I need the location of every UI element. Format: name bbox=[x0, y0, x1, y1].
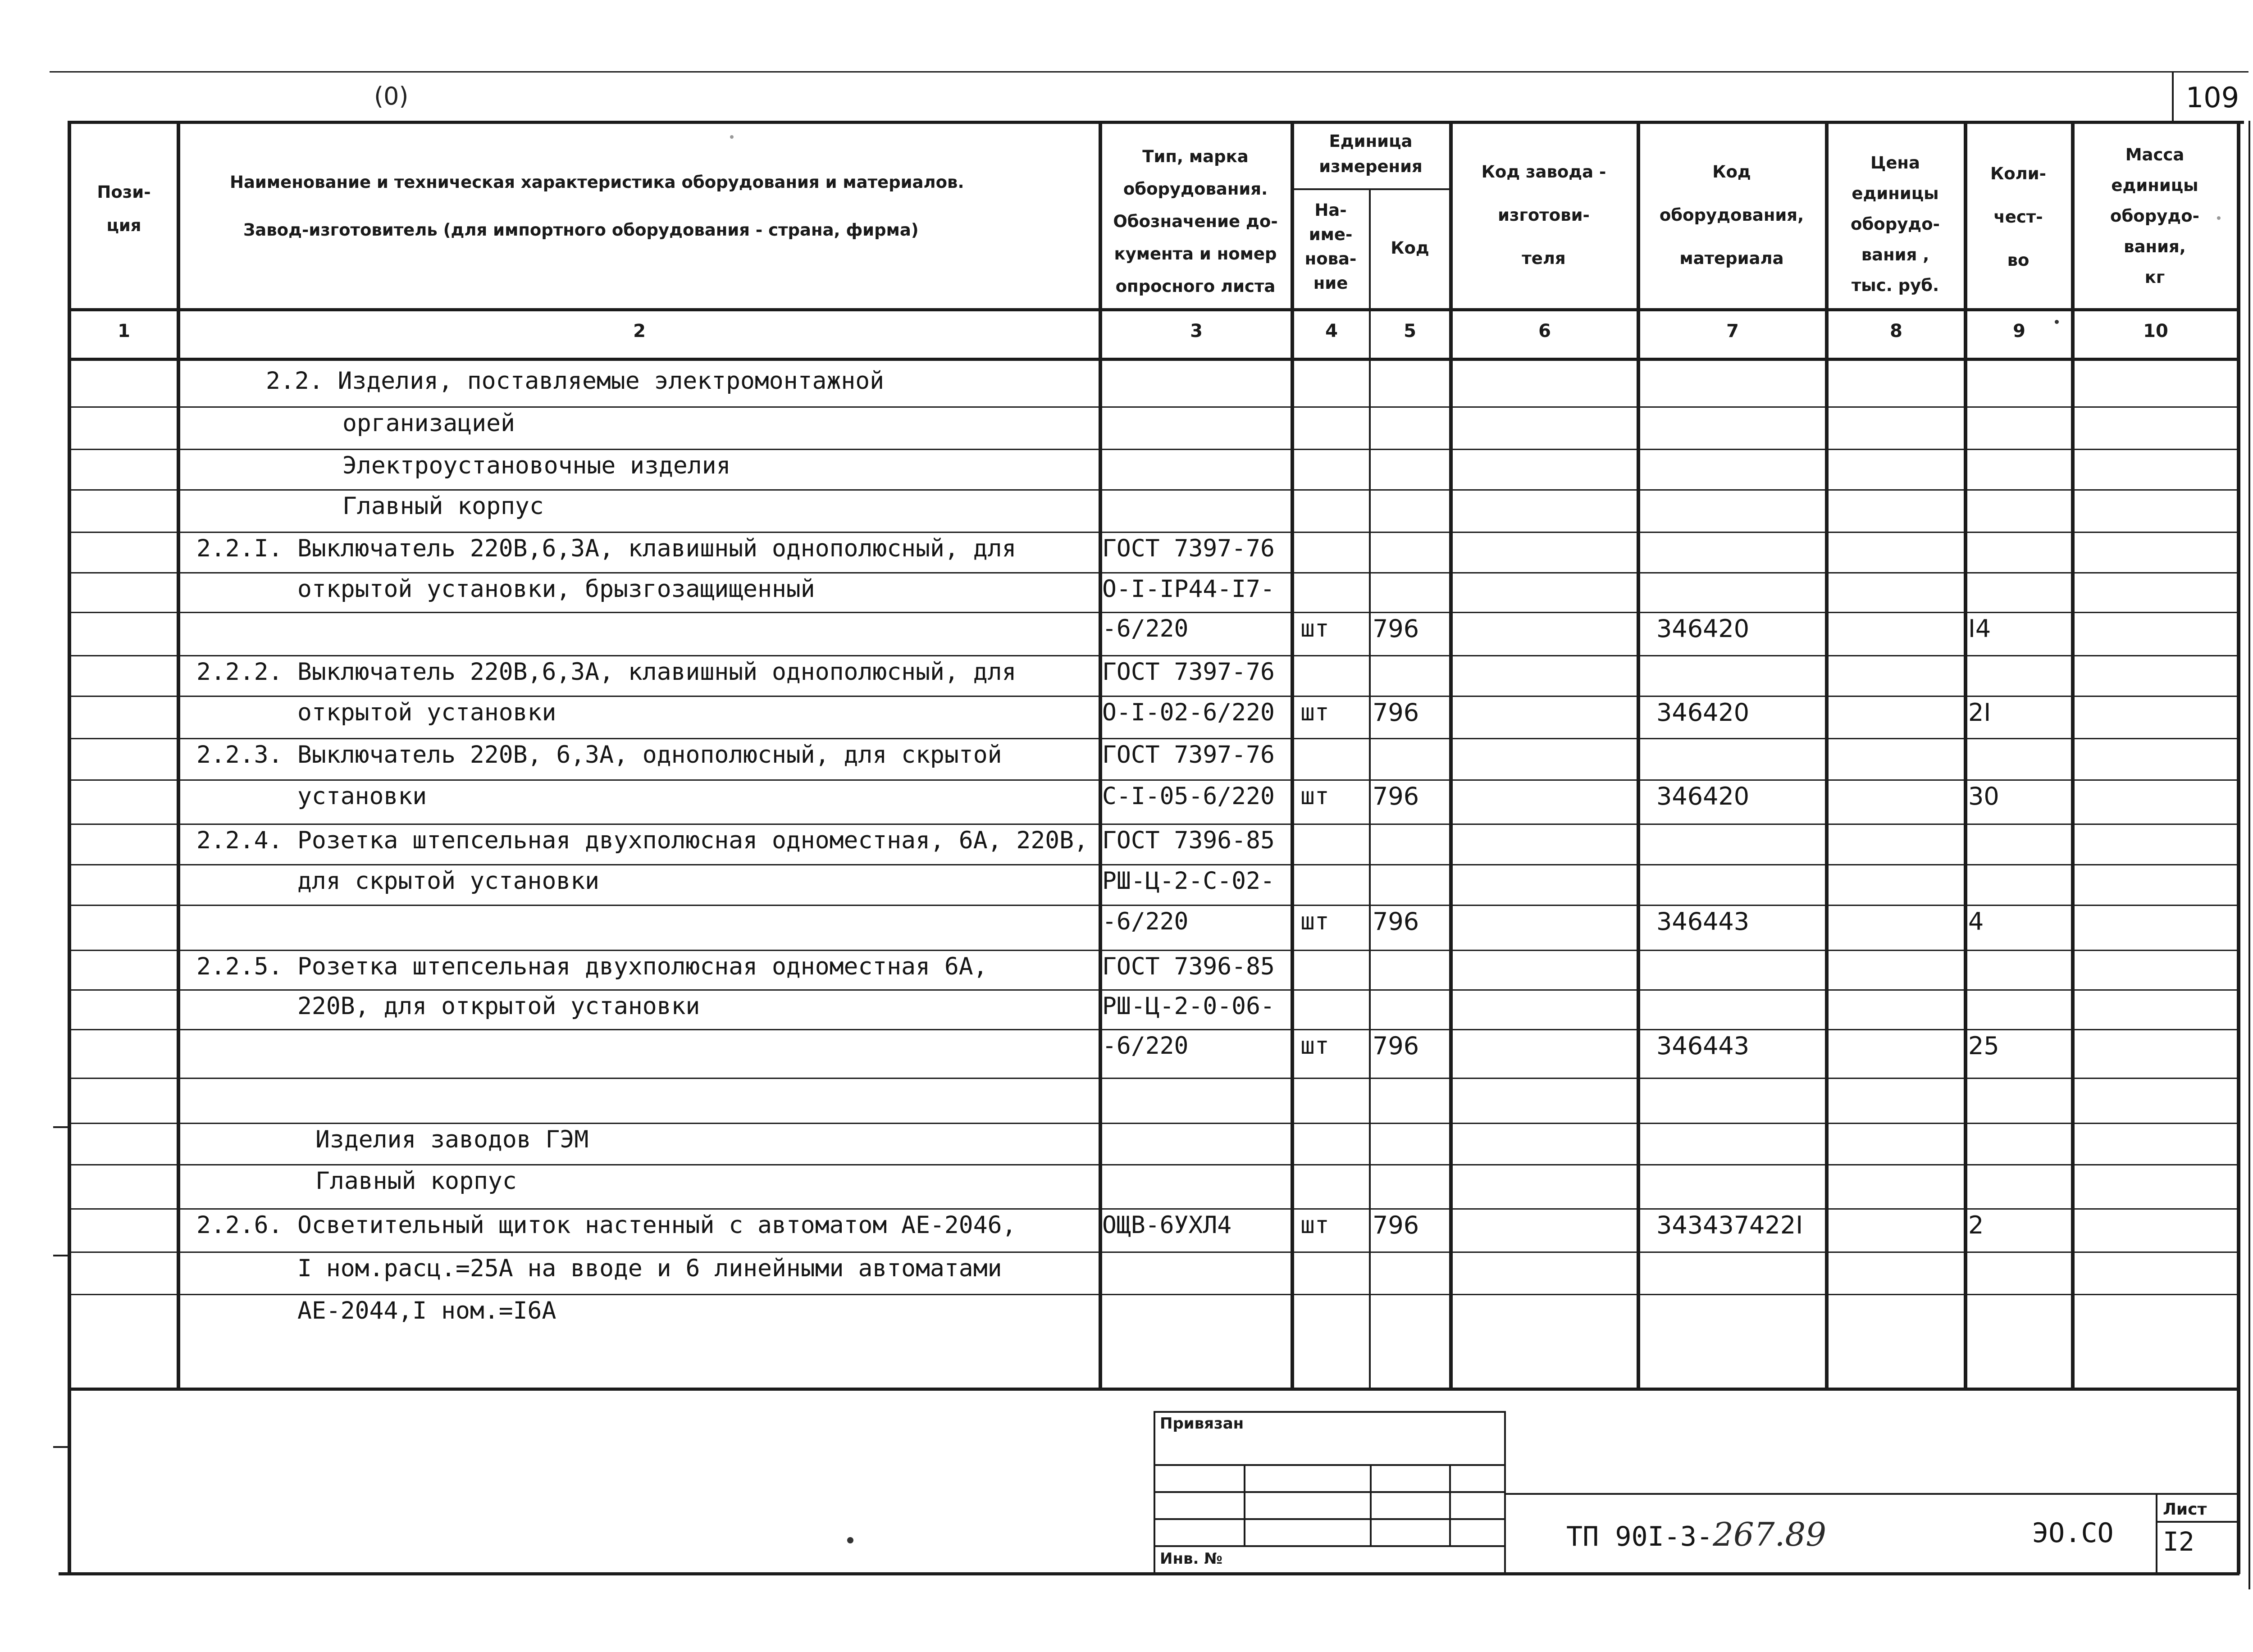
scan-speck bbox=[2055, 320, 2059, 324]
stamp-row-line-4 bbox=[1154, 1545, 1505, 1547]
row-separator bbox=[68, 406, 2239, 408]
header-unit-group: Единица измерения bbox=[1319, 132, 1423, 176]
cell-pos: 2.2.6. bbox=[196, 1211, 283, 1239]
cell-unit: шт bbox=[1300, 783, 1329, 810]
cell-type: ГОСТ 7397-76 bbox=[1102, 741, 1275, 769]
cell-type: О-I-02-6/220 bbox=[1102, 699, 1275, 726]
header-unit-mass: Масса единицы оборудо- вания, кг bbox=[2110, 145, 2199, 287]
cell-pos: 2.2.5. bbox=[196, 953, 283, 980]
cell-type: ГОСТ 7396-85 bbox=[1102, 953, 1275, 980]
cell-qty: 30 bbox=[1968, 782, 1999, 810]
cell-type: ОЩВ-6УХЛ4 bbox=[1102, 1211, 1232, 1239]
cell-name: I ном.расц.=25А на вводе и 6 линейными автоматами bbox=[297, 1255, 1002, 1282]
cell-code: 796 bbox=[1373, 782, 1419, 810]
col-num-4: 4 bbox=[1325, 321, 1338, 341]
cell-name: Выключатель 220В, 6,3А, однополюсный, для скрытой bbox=[297, 741, 1002, 769]
cell-name: установки bbox=[297, 783, 427, 810]
cell-name: Осветительный щиток настенный с автоматом АЕ-2046, bbox=[297, 1211, 1017, 1239]
frame-left-border bbox=[68, 121, 71, 1574]
cell-code: 796 bbox=[1373, 1211, 1419, 1239]
cell-type: РШ-Ц-2-С-02- bbox=[1102, 867, 1275, 895]
cell-name: Электроустановочные изделия bbox=[342, 452, 731, 479]
header-type: Тип, марка оборудования. Обозначение до- кумента и номер опросного листа bbox=[1113, 147, 1278, 296]
row-separator bbox=[68, 824, 2239, 825]
row-separator bbox=[68, 1164, 2239, 1165]
row-separator bbox=[68, 989, 2239, 991]
scan-speck bbox=[847, 1537, 853, 1543]
cell-name: Главный корпус bbox=[342, 492, 544, 520]
stamp-bound-label: Привязан bbox=[1160, 1415, 1244, 1433]
cell-unit: шт bbox=[1300, 699, 1329, 726]
stamp-row-line-2 bbox=[1154, 1491, 1505, 1493]
col-num-2: 2 bbox=[633, 321, 646, 341]
cell-type: ГОСТ 7397-76 bbox=[1102, 535, 1275, 562]
row-separator bbox=[68, 572, 2239, 573]
stamp-col-line-3 bbox=[1449, 1464, 1451, 1545]
sheet-page-number: 109 bbox=[2185, 81, 2239, 114]
header-name-line1: Наименование и техническая характеристика оборудования и материалов. bbox=[230, 173, 964, 192]
header-unit-code: Код bbox=[1391, 238, 1429, 258]
cell-type: ГОСТ 7396-85 bbox=[1102, 827, 1275, 854]
col-num-7: 7 bbox=[1726, 321, 1739, 341]
cell-qty: 2I bbox=[1968, 698, 1991, 727]
cell-name: Выключатель 220В,6,3А, клавишный однополюсный, для bbox=[297, 535, 1017, 562]
row-separator bbox=[68, 864, 2239, 865]
row-separator bbox=[68, 489, 2239, 491]
cell-qty: 4 bbox=[1968, 907, 1984, 936]
cell-unit: шт bbox=[1300, 615, 1329, 642]
cell-code: 796 bbox=[1373, 907, 1419, 936]
cell-unit: шт bbox=[1300, 908, 1329, 935]
cell-unit: шт bbox=[1300, 1211, 1329, 1239]
cell-code: 796 bbox=[1373, 1032, 1419, 1060]
top-note: (0) bbox=[374, 82, 409, 110]
cell-name: открытой установки bbox=[297, 699, 556, 726]
cell-name: Розетка штепсельная двухполюсная одноместная, 6А, 220В, bbox=[297, 827, 1088, 854]
cell-name: АЕ-2044,I ном.=I6А bbox=[297, 1297, 556, 1324]
header-quantity: Коли- чест- во bbox=[1990, 164, 2047, 270]
cell-material: 343437422I bbox=[1656, 1211, 1803, 1239]
row-separator bbox=[68, 738, 2239, 739]
col-num-1: 1 bbox=[118, 321, 130, 341]
row-separator bbox=[68, 532, 2239, 533]
margin-tick-2 bbox=[53, 1255, 71, 1256]
cell-name: Изделия заводов ГЭМ bbox=[315, 1126, 589, 1153]
row-separator bbox=[68, 905, 2239, 906]
cell-unit: шт bbox=[1300, 1032, 1329, 1060]
sheet-box-divider bbox=[2156, 1521, 2239, 1523]
header-position: Пози- ция bbox=[97, 182, 151, 235]
cell-name: для скрытой установки bbox=[297, 867, 600, 895]
header-bottom-line bbox=[68, 308, 2239, 311]
col-num-10: 10 bbox=[2143, 321, 2168, 341]
cell-name: 220В, для открытой установки bbox=[297, 992, 700, 1020]
cell-material: 346443 bbox=[1656, 1032, 1750, 1060]
header-unit-price: Цена единицы оборудо- вания , тыс. руб. bbox=[1851, 153, 1940, 295]
stamp-inventory-label: Инв. № bbox=[1160, 1550, 1223, 1568]
cell-name: Выключатель 220В,6,3А, клавишный однополюсный, для bbox=[297, 658, 1017, 686]
stamp-row-line-3 bbox=[1154, 1518, 1505, 1520]
col-num-8: 8 bbox=[1890, 321, 1902, 341]
cell-code: 796 bbox=[1373, 698, 1419, 727]
frame-bottom-border bbox=[59, 1572, 2239, 1575]
document-code-printed: ТП 90I-3- bbox=[1566, 1521, 1713, 1552]
cell-material: 346420 bbox=[1656, 698, 1750, 727]
row-separator bbox=[68, 779, 2239, 781]
row-separator bbox=[68, 655, 2239, 656]
document-code bbox=[1566, 1515, 1826, 1553]
unit-group-divider bbox=[1291, 188, 1449, 190]
cell-material: 346420 bbox=[1656, 782, 1750, 810]
stamp-col-line-1 bbox=[1244, 1464, 1245, 1545]
header-factory-code: Код завода - изготови- теля bbox=[1481, 162, 1606, 268]
top-border-line bbox=[50, 71, 2248, 73]
cell-type: ГОСТ 7397-76 bbox=[1102, 658, 1275, 686]
cell-type: -6/220 bbox=[1102, 1032, 1189, 1060]
cell-type: -6/220 bbox=[1102, 615, 1189, 642]
cell-name: Розетка штепсельная двухполюсная одноместная 6А, bbox=[297, 953, 988, 980]
page-right-edge bbox=[2248, 121, 2250, 1589]
row-separator bbox=[68, 696, 2239, 697]
col-num-9: 9 bbox=[2013, 321, 2025, 341]
scan-speck bbox=[730, 135, 734, 139]
cell-material: 346420 bbox=[1656, 614, 1750, 643]
document-section: ЭО.СО bbox=[2032, 1517, 2114, 1549]
sheet-box-left-line bbox=[2156, 1493, 2157, 1574]
column-number-bottom-line bbox=[68, 358, 2239, 361]
sheet-label: Лист bbox=[2163, 1500, 2207, 1519]
row-separator bbox=[68, 449, 2239, 450]
frame-right-border bbox=[2237, 121, 2240, 1574]
stamp-col-line-2 bbox=[1370, 1464, 1372, 1545]
cell-type: -6/220 bbox=[1102, 908, 1189, 935]
table-top-border bbox=[68, 121, 2244, 124]
header-name-line2: Завод-изготовитель (для импортного оборудования - страна, фирма) bbox=[243, 220, 919, 240]
cell-name: Главный корпус bbox=[315, 1167, 517, 1195]
row-separator bbox=[68, 1252, 2239, 1253]
cell-pos: 2.2.I. bbox=[196, 535, 283, 562]
cell-type: РШ-Ц-2-0-06- bbox=[1102, 992, 1275, 1020]
row-separator bbox=[68, 1123, 2239, 1124]
cell-qty: I4 bbox=[1968, 614, 1991, 643]
col-num-5: 5 bbox=[1404, 321, 1416, 341]
sheet-value: I2 bbox=[2163, 1526, 2194, 1557]
row-separator bbox=[68, 950, 2239, 951]
margin-tick-3 bbox=[53, 1446, 71, 1448]
cell-material: 346443 bbox=[1656, 907, 1750, 936]
page-number-box-left bbox=[2172, 72, 2174, 121]
cell-pos: 2.2.2. bbox=[196, 658, 283, 686]
cell-type: С-I-05-6/220 bbox=[1102, 783, 1275, 810]
scan-speck bbox=[2217, 216, 2221, 220]
col-num-3: 3 bbox=[1190, 321, 1203, 341]
table-body-bottom-line bbox=[68, 1388, 2239, 1391]
title-block-top-line bbox=[1504, 1493, 2239, 1495]
cell-code: 796 bbox=[1373, 614, 1419, 643]
cell-name: организацией bbox=[342, 410, 515, 437]
row-separator bbox=[68, 1078, 2239, 1079]
cell-name: открытой установки, брызгозащищенный bbox=[297, 575, 815, 603]
cell-name: 2.2. Изделия, поставляемые электромонтажной bbox=[266, 367, 885, 395]
header-unit-name: На- име- нова- ние bbox=[1304, 200, 1357, 293]
row-separator bbox=[68, 612, 2239, 613]
col-num-6: 6 bbox=[1538, 321, 1551, 341]
margin-tick-1 bbox=[53, 1126, 71, 1128]
cell-qty: 2 bbox=[1968, 1211, 1984, 1239]
cell-type: О-I-IP44-I7- bbox=[1102, 575, 1275, 603]
row-separator bbox=[68, 1294, 2239, 1295]
stamp-top-line bbox=[1154, 1411, 1505, 1413]
stamp-row-line-1 bbox=[1154, 1464, 1505, 1466]
cell-pos: 2.2.3. bbox=[196, 741, 283, 769]
row-separator bbox=[68, 1029, 2239, 1030]
row-separator bbox=[68, 1208, 2239, 1210]
document-code-handwritten: 267.89 bbox=[1713, 1515, 1827, 1553]
cell-qty: 25 bbox=[1968, 1032, 1999, 1060]
header-material-code: Код оборудования, материала bbox=[1659, 162, 1804, 268]
cell-pos: 2.2.4. bbox=[196, 827, 283, 854]
